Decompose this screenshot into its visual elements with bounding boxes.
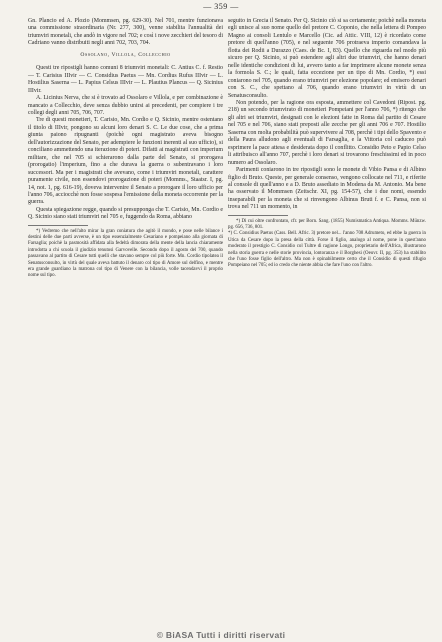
footnote-divider xyxy=(28,225,88,226)
paragraph: Questi tre ripostigli hanno comuni 8 triumviri monetali: C. Antius C. f. Restio — T. Carisius IIIvir — C. Considius Paetus — Mn. Cordius Rufus IIIvir — L. Hostilius Saserna — L. Papius Celsus IIIvir — L. Plautius Plancus — Q. Sicinius IIIvir. xyxy=(28,65,223,94)
paragraph: Tre di questi monetieri, T. Carisio, Mn. Cordio e Q. Sicinio, mentre ostentano il titolo di IIIvir, pongono su alcuni loro denari S. C. Le due cose, che a prima giunta paiono ripugnanti (poichè ogni magistrato aveva bisogno dell'autorizzazione del Senato, per adempiere le funzioni inerenti al suo ufficio), si conciliano ammettendo una iterazione di poteri. Difatti ai magistrati con imperium militare, che nel 705 si schierarono dalla parte del Senato, si prorogava (prorogatio) l'imperium, fino a che durava la guerra o subentravano i loro successori. Ma per i magistrati che avevano, come i triumviri monetali, carattere puramente civile, non essendovi prorogazione di poteri (Momms., Staatsr. I, pg. 14, not. 1, pg. 616-19), doveva intervenire il Senato a prorogare il loro ufficio per l'anno 706, acciocchè non fosse sospesa l'emissione della moneta occorrente per la guerra. xyxy=(28,117,223,206)
right-column xyxy=(228,18,426,270)
paragraph: A. Licinius Nerva, che si è trovato ad Ossolaro e Villola, e per combinazione è mancato a Collecchio, deve senza dubbio unirsi ai precedenti, per compiere i tre collegi degli anni 705, 706, 707. xyxy=(28,95,223,116)
paragraph: seguito in Grecia il Senato. Per Q. Sicinio ciò si sa certamente; poichè nella moneta egli unisce al suo nome quello del pretore C. Coponio, che nella lettera di Pompeo Magno ai consoli Lentulo e Marcello (Cic. ad Attic. VIII, 12) è ricordato come pretore di quell'anno (705), e nel seguente 706 protraeva imperio comandava la flotta dei Rodii a Durazzo (Caes. de Bc. I, 83). Quello che riguarda nel modo più sicuro per Q. Sicinio, si può estendere agli altri due triumviri, che hanno denari nelle identiche condizioni di lui, avvero tanto a far imprimere alcune monete senza la formola S. C.; le quali, fatta eccezione per un tipo di Mn. Cordio, *) essi coniarono nel 705, quando erano triumviri per elezione popolare; ed emisero denari con S. C., che spettano al 706, quando erano triumviri in virtù di un Senatusconsulto. xyxy=(228,18,426,99)
page-number: — 359 — xyxy=(203,2,239,11)
paragraph: Gn. Plancio ed A. Plozio (Mommsen, pg. 629-30). Nel 701, mentre funzionava una commissione straordinaria (Nr. 277, 300), venne stabilita l'annualità dei triumviri monetali, che andò in vigore nel 702; e così i nove zecchieri del tesoro di Cadriano vanno distribuiti negli anni 702, 703, 704. xyxy=(28,18,223,47)
footnote: *) Vedremo che nell'alto mirar la gran coniatura che agitò il mondo, e pose nelle bilance i destini delle due parti avverse, è un tipo essenzialmente Cesariano e pompeiano alla giornata di Farsaglia; poichè la pasmosità affidata alla fedeltà dimorata della mente della lancia chiaramente introdotta a chi scuola il giudizio tenutosi Garvovelle. Secondo dopo il agosto del 700, quando passavano al partito di Cesare tutti quelli che stavano sempre col più forte. Mn. Cordio tipolatea il Senatusconsulto, in virtù del quale aveva battuto il denaro col tipo di Amore sul delfino, e mentre era grande guardiano la matrona col tipo di Venere con la bilancia, volle tacendavvi il proprio nome sul tipo. xyxy=(28,228,223,279)
paragraph: Non potendo, per la ragione ora esposta, ammettere col Cavedoni (Ripost. pg. 218) un secondo triumvirato di monetieri Pompeiani per l'anno 706, *) ritengo che gli altri sei triumviri, designati con le elezioni fatte in Roma dal partito di Cesare nel 705 e nel 706, siano stati preposti alle zecche per gli anni 706 e 707. Hostilio Saserna con molta probabilità può supervivere al 708, perchè i tipi dello Spavento e della Paura alludono agli eventuali di Farsaglia, e la Vittoria col caduceo può esprimere la pace attesa e desiderata dopo il conflitto. Considio Peto e Papio Celso li attribuisco all'anno 707, perchè i loro denari si trovarono freschissimi ed in poco numero ad Ossolaro. xyxy=(228,99,426,166)
section-heading: Ossolano, Villola, Collecchio xyxy=(80,51,171,58)
footnote-divider xyxy=(228,215,288,216)
paragraph: Questa spiegazione regge, quando si presupponga che T. Carisio, Mn. Cordio e Q. Sicinio siano stati triumviri nel 705 e, fuggendo da Roma, abbiano xyxy=(28,206,223,221)
paragraph: Parimenti coniarono in tre ripostigli sono le monete di Vibio Pansa e di Albino figlio di Bruto. Queste, per generale consenso, vengono collocate nel 711, e riferite al console di quell'anno e a D. Bruto assediato in Modena da M. Antonio. Ma bene ha osservato il Mommsen (Zeitschr. XI, pg. 154-57), che i due nomi, essendo inseparabili per la moneta che si rinvengono Albinus Bruti f. e C. Pansa, non si trova nel 711 un momento, in xyxy=(228,167,426,211)
left-column xyxy=(28,18,223,280)
footnote: *) Di cui oltre confrontato, cfr. per Born. Sang. (1855) Numismatica Antiqua. Momms. Münzw. pg. 656, 736, 801. *) C. Considius Paetus (Cass. Bell. Afric. 3) pretore nel... l'anno 708 Adrumeto, ed ebbe la guerra in Utica da Cesare dopo la presa della città. Forse il figlio, analogo al nome, pone in quest'anno moderato il prestigio C. Considio col Tultre di ragione Longo, proprietario dell'Africa, illustrarono nella storia guerra e nelle storie provincia, lontoranza e il Borghesi (Oeuvr. II, pg. 353) ha stabilito che l'uno fosse figlio dell'altro. Ma non è opinabilmente certo che il Considio di questi rifugio Pompeiano nel 705; ed io credo che niente abbia che fare l'uno con l'altro. xyxy=(228,218,426,269)
copyright-watermark: © BiASA Tutti i diritti riservati xyxy=(156,630,286,640)
